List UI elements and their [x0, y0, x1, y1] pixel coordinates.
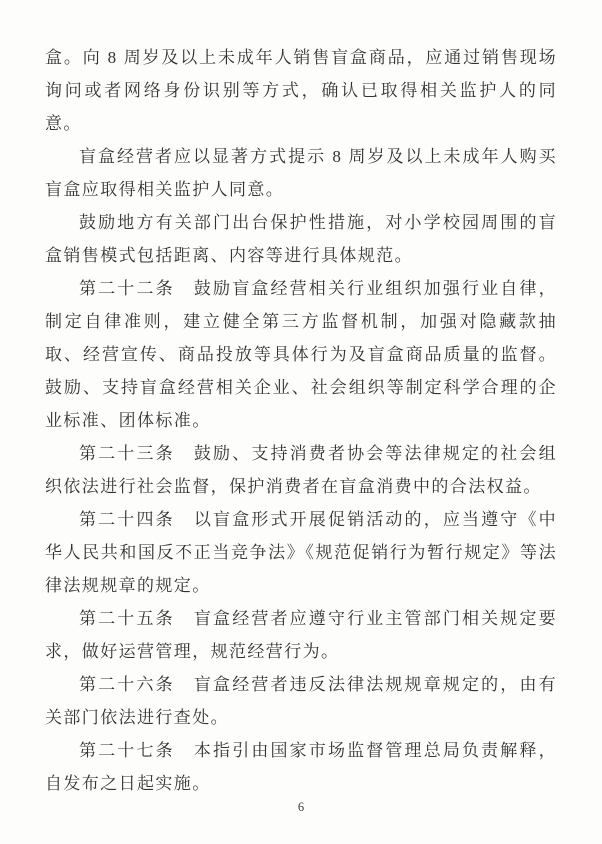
paragraph-article-25: 第二十五条 盲盒经营者应遵守行业主管部门相关规定要求，做好运营管理，规范经营行为。: [45, 609, 557, 661]
paragraph-article-24: 第二十四条 以盲盒形式开展促销活动的，应当遵守《中华人民共和国反不正当竞争法》《规范促销行为暂行规定》等法律法规规章的规定。: [45, 510, 557, 595]
document-body: [45, 41, 557, 800]
paragraph: 鼓励地方有关部门出台保护性措施，对小学校园周围的盲盒销售模式包括距离、内容等进行具体规范。: [45, 213, 557, 265]
page-footer: [0, 798, 602, 816]
paragraph-continuation: 盒。向 8 周岁及以上未成年人销售盲盒商品，应通过销售现场询问或者网络身份识别等方式，确认已取得相关监护人的同意。: [45, 48, 557, 133]
paragraph: 盲盒经营者应以显著方式提示 8 周岁及以上未成年人购买盲盒应取得相关监护人同意。: [45, 147, 557, 199]
page-number: 6: [297, 800, 305, 814]
paragraph-article-23: 第二十三条 鼓励、支持消费者协会等法律规定的社会组织依法进行社会监督，保护消费者在盲盒消费中的合法权益。: [45, 444, 557, 496]
paragraph-article-27: 第二十七条 本指引由国家市场监督管理总局负责解释，自发布之日起实施。: [45, 741, 557, 793]
paragraph-article-22: 第二十二条 鼓励盲盒经营相关行业组织加强行业自律，制定自律准则，建立健全第三方监督机制，加强对隐藏款抽取、经营宣传、商品投放等具体行为及盲盒商品质量的监督。鼓励、支持盲盒经营相关企业、社会组织等制定科学合理的企业标准、团体标准。: [45, 279, 557, 430]
paragraph-article-26: 第二十六条 盲盒经营者违反法律法规规章规定的，由有关部门依法进行查处。: [45, 675, 557, 727]
